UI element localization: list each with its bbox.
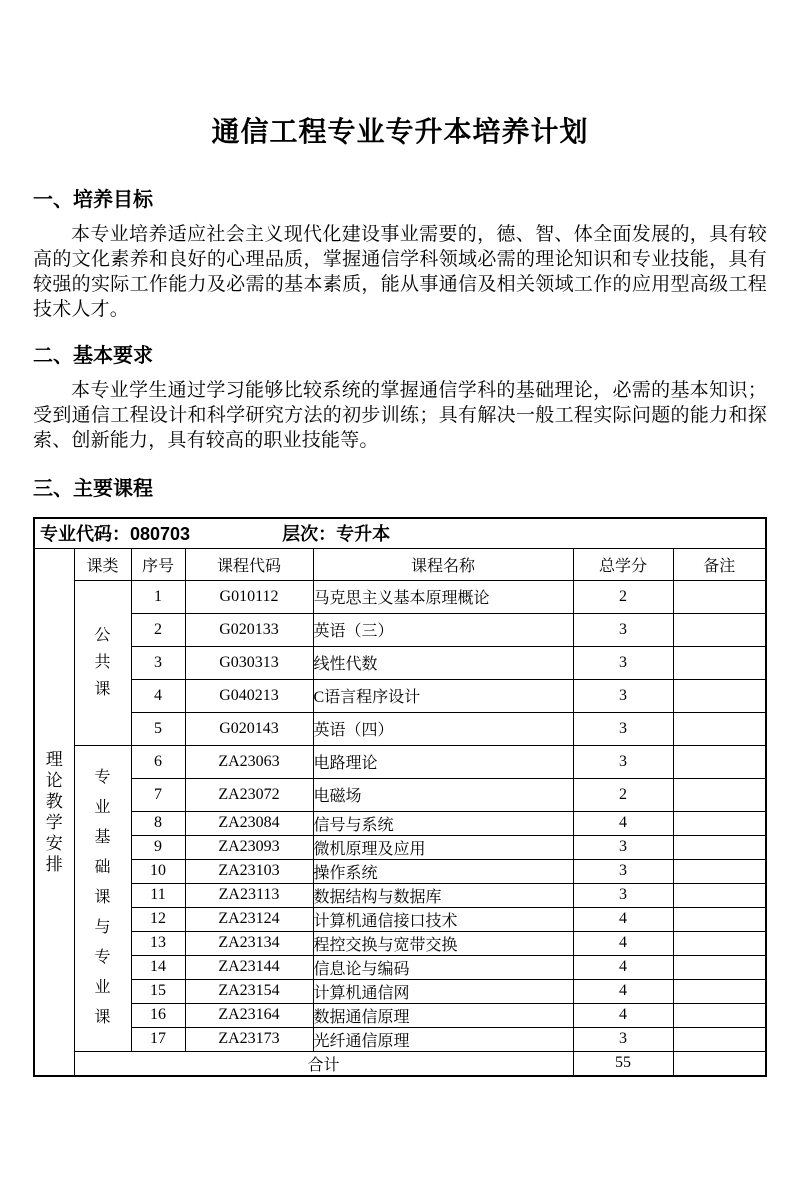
course-no: 12	[131, 907, 185, 931]
course-credits: 4	[573, 811, 673, 835]
course-no: 8	[131, 811, 185, 835]
course-name: 线性代数	[313, 646, 573, 679]
course-name: 电磁场	[313, 778, 573, 811]
course-note	[673, 580, 766, 613]
course-note	[673, 835, 766, 859]
course-credits: 2	[573, 580, 673, 613]
total-row	[34, 1051, 766, 1076]
course-code: G020133	[185, 613, 313, 646]
section-heading-training-goal: 一、培养目标	[33, 189, 153, 211]
course-name: 英语（四）	[313, 712, 573, 745]
course-note	[673, 859, 766, 883]
header-code: 课程代码	[185, 548, 313, 580]
course-code: ZA23144	[185, 955, 313, 979]
course-note	[673, 979, 766, 1003]
course-note	[673, 646, 766, 679]
course-note	[673, 907, 766, 931]
header-name: 课程名称	[313, 548, 573, 580]
course-code: ZA23072	[185, 778, 313, 811]
course-credits: 3	[573, 679, 673, 712]
course-note	[673, 745, 766, 778]
course-name: 计算机通信网	[313, 979, 573, 1003]
course-note	[673, 811, 766, 835]
course-row	[34, 613, 766, 646]
course-row	[34, 835, 766, 859]
course-code: G010112	[185, 580, 313, 613]
course-code: ZA23093	[185, 835, 313, 859]
page-title: 通信工程专业专升本培养计划	[211, 116, 589, 147]
course-note	[673, 883, 766, 907]
course-row	[34, 811, 766, 835]
course-note	[673, 613, 766, 646]
header-note: 备注	[673, 548, 766, 580]
course-no: 4	[131, 679, 185, 712]
course-name: 信息论与编码	[313, 955, 573, 979]
course-code: ZA23063	[185, 745, 313, 778]
paragraph-training-goal: 本专业培养适应社会主义现代化建设事业需要的，德、智、体全面发展的，具有较高的文化素养和良好的心理品质，掌握通信学科领域必需的理论知识和专业技能，具有较强的实际工作能力及必需的基本素质，能从事通信及相关领域工作的应用型高级工程技术人才。	[33, 224, 767, 320]
table-meta-row	[34, 518, 766, 548]
group-label-major: 专业基础课与专业课	[94, 769, 111, 1026]
course-row	[34, 979, 766, 1003]
course-no: 10	[131, 859, 185, 883]
course-no: 16	[131, 1003, 185, 1027]
course-code: ZA23173	[185, 1027, 313, 1051]
course-name: 数据通信原理	[313, 1003, 573, 1027]
course-credits: 3	[573, 712, 673, 745]
course-row	[34, 646, 766, 679]
course-no: 3	[131, 646, 185, 679]
course-no: 11	[131, 883, 185, 907]
course-credits: 2	[573, 778, 673, 811]
course-table	[33, 517, 767, 1077]
table-header-row	[34, 548, 766, 580]
course-code: G030313	[185, 646, 313, 679]
course-name: 光纤通信原理	[313, 1027, 573, 1051]
table-meta-cell	[34, 518, 766, 548]
course-credits: 3	[573, 1027, 673, 1051]
course-note	[673, 778, 766, 811]
course-code: G020143	[185, 712, 313, 745]
course-no: 1	[131, 580, 185, 613]
total-credits: 55	[573, 1051, 673, 1076]
course-name: 计算机通信接口技术	[313, 907, 573, 931]
section-heading-main-courses: 三、主要课程	[33, 478, 153, 500]
course-code: ZA23164	[185, 1003, 313, 1027]
course-name: 微机原理及应用	[313, 835, 573, 859]
course-row	[34, 955, 766, 979]
course-row	[34, 712, 766, 745]
course-code: ZA23084	[185, 811, 313, 835]
side-label-cell	[34, 548, 74, 1076]
course-note	[673, 1003, 766, 1027]
course-note	[673, 679, 766, 712]
course-no: 6	[131, 745, 185, 778]
course-code: ZA23113	[185, 883, 313, 907]
course-credits: 3	[573, 745, 673, 778]
course-name: 数据结构与数据库	[313, 883, 573, 907]
major-code-label: 专业代码：	[40, 524, 130, 545]
course-name: 操作系统	[313, 859, 573, 883]
course-note	[673, 712, 766, 745]
course-credits: 4	[573, 979, 673, 1003]
course-credits: 3	[573, 859, 673, 883]
course-note	[673, 1027, 766, 1051]
course-credits: 4	[573, 931, 673, 955]
course-no: 13	[131, 931, 185, 955]
course-row	[34, 778, 766, 811]
course-no: 7	[131, 778, 185, 811]
course-name: 信号与系统	[313, 811, 573, 835]
course-no: 17	[131, 1027, 185, 1051]
paragraph-basic-requirements: 本专业学生通过学习能够比较系统的掌握通信学科的基础理论，必需的基本知识；受到通信工程设计和科学研究方法的初步训练；具有解决一般工程实际问题的能力和探索、创新能力，具有较高的职业技能等。	[33, 380, 767, 451]
course-no: 15	[131, 979, 185, 1003]
course-row	[34, 745, 766, 778]
course-row	[34, 859, 766, 883]
total-note	[673, 1051, 766, 1076]
course-row	[34, 1027, 766, 1051]
course-name: 英语（三）	[313, 613, 573, 646]
course-code: ZA23103	[185, 859, 313, 883]
course-code: ZA23124	[185, 907, 313, 931]
total-label: 合计	[74, 1051, 573, 1076]
course-code: ZA23154	[185, 979, 313, 1003]
course-credits: 3	[573, 646, 673, 679]
course-no: 9	[131, 835, 185, 859]
course-row	[34, 1003, 766, 1027]
group-label-public: 公共课	[94, 627, 111, 698]
level-value: 专升本	[336, 524, 391, 545]
course-code: G040213	[185, 679, 313, 712]
course-note	[673, 931, 766, 955]
course-name: C语言程序设计	[313, 679, 573, 712]
group-label-cell-major	[74, 745, 131, 1051]
course-credits: 3	[573, 835, 673, 859]
course-name: 马克思主义基本原理概论	[313, 580, 573, 613]
section-heading-basic-requirements: 二、基本要求	[33, 345, 153, 367]
course-credits: 3	[573, 613, 673, 646]
course-credits: 3	[573, 883, 673, 907]
course-no: 14	[131, 955, 185, 979]
course-row	[34, 883, 766, 907]
course-name: 程控交换与宽带交换	[313, 931, 573, 955]
course-no: 5	[131, 712, 185, 745]
side-label: 理论教学安排	[45, 749, 63, 874]
course-row	[34, 907, 766, 931]
course-no: 2	[131, 613, 185, 646]
header-credits: 总学分	[573, 548, 673, 580]
course-credits: 4	[573, 955, 673, 979]
level-label: 层次：	[282, 524, 337, 545]
course-row	[34, 931, 766, 955]
course-code: ZA23134	[185, 931, 313, 955]
header-category: 课类	[74, 548, 131, 580]
course-credits: 4	[573, 907, 673, 931]
course-note	[673, 955, 766, 979]
major-code-value: 080703	[130, 524, 191, 545]
course-row	[34, 580, 766, 613]
header-no: 序号	[131, 548, 185, 580]
group-label-cell-public	[74, 580, 131, 745]
course-row	[34, 679, 766, 712]
course-name: 电路理论	[313, 745, 573, 778]
course-credits: 4	[573, 1003, 673, 1027]
